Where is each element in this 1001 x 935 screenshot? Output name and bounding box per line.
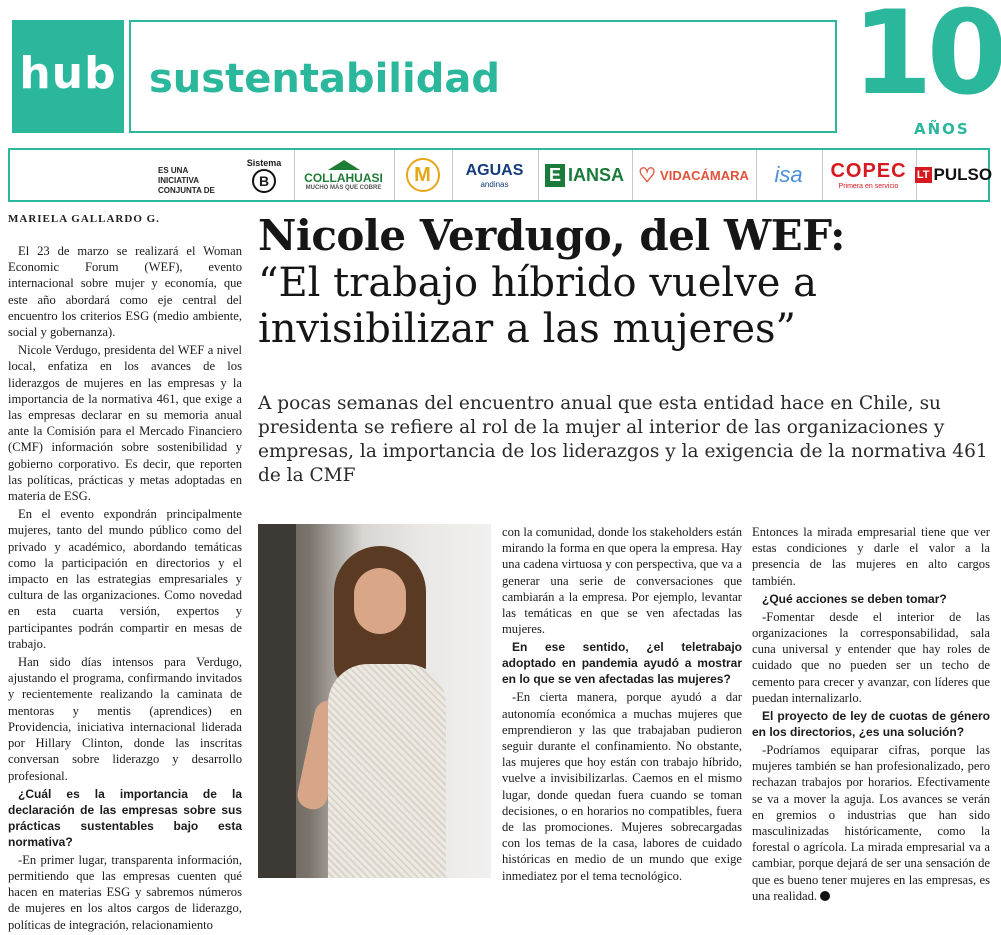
copec-logo (822, 150, 914, 200)
headline (258, 212, 990, 352)
isa-name: isa (774, 162, 803, 187)
bcorp-mark: B (252, 169, 276, 193)
mcdonalds-mark: M (406, 158, 440, 192)
sponsor-bar (8, 148, 993, 202)
interview-question: ¿Qué acciones se deben tomar? (762, 591, 947, 606)
collahuasi-name: COLLAHUASI (304, 170, 383, 185)
copec-tagline: Primera en servicio (838, 183, 899, 190)
interview-answer: -En cierta manera, porque ayudó a dar autonomía económica a muchas mujeres que emprendieron y las que trabajaban pudieron seguir durante el confinamiento. No obstante, las mujeres que hoy están con trabajo híbrido, vuelve a invisibilizarlas. Caemos en el mismo lugar, donde quedan fuera cuando se toman decisiones, o en horarios no compatibles, fuera de las promociones. Mujeres sobrecargadas con los temas de la casa, labores de cuidado históricas en medio de un mundo que exige inmediatez por el tema tecnológico. (502, 690, 742, 883)
bcorp-label: Sistema (246, 157, 282, 168)
aguas-andinas-logo (452, 150, 536, 200)
aguas-name: AGUAS (465, 161, 524, 179)
aguas-sub: andinas (480, 179, 509, 189)
mcdonalds-logo (394, 150, 450, 200)
bcorp-logo (236, 150, 292, 200)
sponsor-intro: ES UNA INICIATIVA CONJUNTA DE (158, 166, 215, 195)
heart-icon: ♡ (638, 164, 657, 187)
section-title: sustentabilidad (149, 56, 500, 102)
headline-quote: “El trabajo híbrido vuelve a invisibilizar a las mujeres” (258, 260, 817, 352)
article-column-2 (502, 524, 742, 886)
paragraph: Nicole Verdugo, presidenta del WEF a nivel local, enfatiza en los avances de los liderazgos de mujeres en las empresas y la importancia de la normativa 461, que exige a las empresas declarar en su memoria anual ante la Comisión para el Mercado Financiero (CMF) información sobre sostenibilidad y gobierno corporativo. Es decir, que reporten las políticas, prácticas y metas adoptadas en materia de ESG. (8, 343, 242, 504)
pulso-name: PULSO (933, 165, 993, 184)
anniversary-badge (852, 0, 1001, 138)
vidacamara-logo (632, 150, 754, 200)
lt-pulso-logo (916, 150, 993, 200)
interview-question: El proyecto de ley de cuotas de género en los directorios, ¿es una solución? (752, 709, 990, 740)
paragraph: En el evento expondrán principalmente mujeres, tanto del mundo público como del privado y académico, abordando temáticas como la participación en directorios y el impacto en las estrategias empresariales y cultura de las organizaciones. Como novedad en esta cuarta versión, expertos y participantes podrán compartir en mesas de trabajo. (8, 507, 242, 651)
lt-mark: LT (916, 169, 930, 181)
mountain-icon (328, 160, 360, 170)
end-mark-icon (820, 891, 830, 901)
headline-name: Nicole Verdugo, del WEF: (258, 211, 846, 260)
portrait-photo (258, 524, 491, 878)
section-banner (129, 20, 837, 133)
paragraph: Entonces la mirada empresarial tiene que ver estas condiciones y darle el valor a la presencia de las mujeres en alto cargos también. (752, 525, 990, 588)
byline: MARIELA GALLARDO G. (8, 213, 160, 225)
photo-background (258, 524, 296, 878)
paragraph: con la comunidad, donde los stakeholders están mirando la forma en que opera la empresa. Hay una cadena virtuosa y con perspectiva, que va a generar una serie de conversaciones que cambiarán a la empresa. Por ejemplo, levantar las temáticas en que se ven afectadas las mujeres. (502, 525, 742, 637)
interview-question: En ese sentido, ¿el teletrabajo adoptado en pandemia ayudó a mostrar en lo que se ven afectadas las mujeres? (502, 640, 742, 687)
iansa-mark: E (545, 164, 565, 187)
collahuasi-tagline: MUCHO MÁS QUE COBRE (305, 184, 382, 191)
interview-answer (752, 742, 990, 904)
answer-text: -Podríamos equiparar cifras, porque las mujeres también se han profesionalizado, pero rechazan trabajos por horarios. Efectivamente se va a mover la aguja. Los avances se verán en gremios o industrias que han sido masculinizadas históricamente, como la forestal o agrícola. La mirada empresarial va a cambiar, porque dejará de ser una sensación de que es bueno tener mujeres en las empresas, es una realidad. (752, 743, 990, 903)
article-column-1 (8, 243, 242, 935)
collahuasi-logo (294, 150, 392, 200)
photo-face (354, 568, 406, 634)
article-dek: A pocas semanas del encuentro anual que esta entidad hace en Chile, su presidenta se refiere al rol de la mujer al interior de las organizaciones y empresas, la importancia de los liderazgos y la exigencia de la normativa 461 de la CMF (258, 393, 988, 486)
iansa-name: IANSA (568, 164, 625, 185)
anniversary-number: 10 (852, 0, 1001, 121)
article-column-3 (752, 524, 990, 906)
interview-answer: -Fomentar desde el interior de las organizaciones la corresponsabilidad, sala cuna universal y entender que hay roles de cuidado que no pueden ser un techo de cemento para crecer y avanzar, con líderes que puedan internalizarlo. (752, 609, 990, 705)
hub-logo (12, 20, 124, 133)
interview-question: ¿Cuál es la importancia de la declaración de las empresas sobre sus prácticas sustentables bajo esta normativa? (8, 786, 242, 849)
photo-dress (328, 664, 446, 878)
paragraph: El 23 de marzo se realizará el Woman Economic Forum (WEF), evento internacional sobre mujer y economía, que este año abordará como eje central del encuentro los criterios ESG (medio ambiente, social y gobernanza). (8, 244, 242, 340)
iansa-logo (538, 150, 630, 200)
copec-name: COPEC (830, 160, 907, 182)
interview-answer: -En primer lugar, transparenta información, permitiendo que las empresas cuenten qué hacen en materias ESG y sabremos números de mujeres en los altos cargos de liderazgo, políticas de integración, relacionamiento (8, 852, 242, 932)
anniversary-word: AÑOS (914, 120, 970, 138)
paragraph: Han sido días intensos para Verdugo, ajustando el programa, confirmando invitados y recientemente realizando la caminata de mentoras y mentis (aprendices) en Providencia, iniciativa internacional liderada por Hillary Clinton, donde las inscritas conversan sobre liderazgo y desarrollo profesional. (8, 655, 242, 783)
hub-logo-text: hub (19, 48, 117, 99)
vidacamara-name: VIDACÁMARA (660, 167, 749, 183)
isa-logo (756, 150, 820, 200)
